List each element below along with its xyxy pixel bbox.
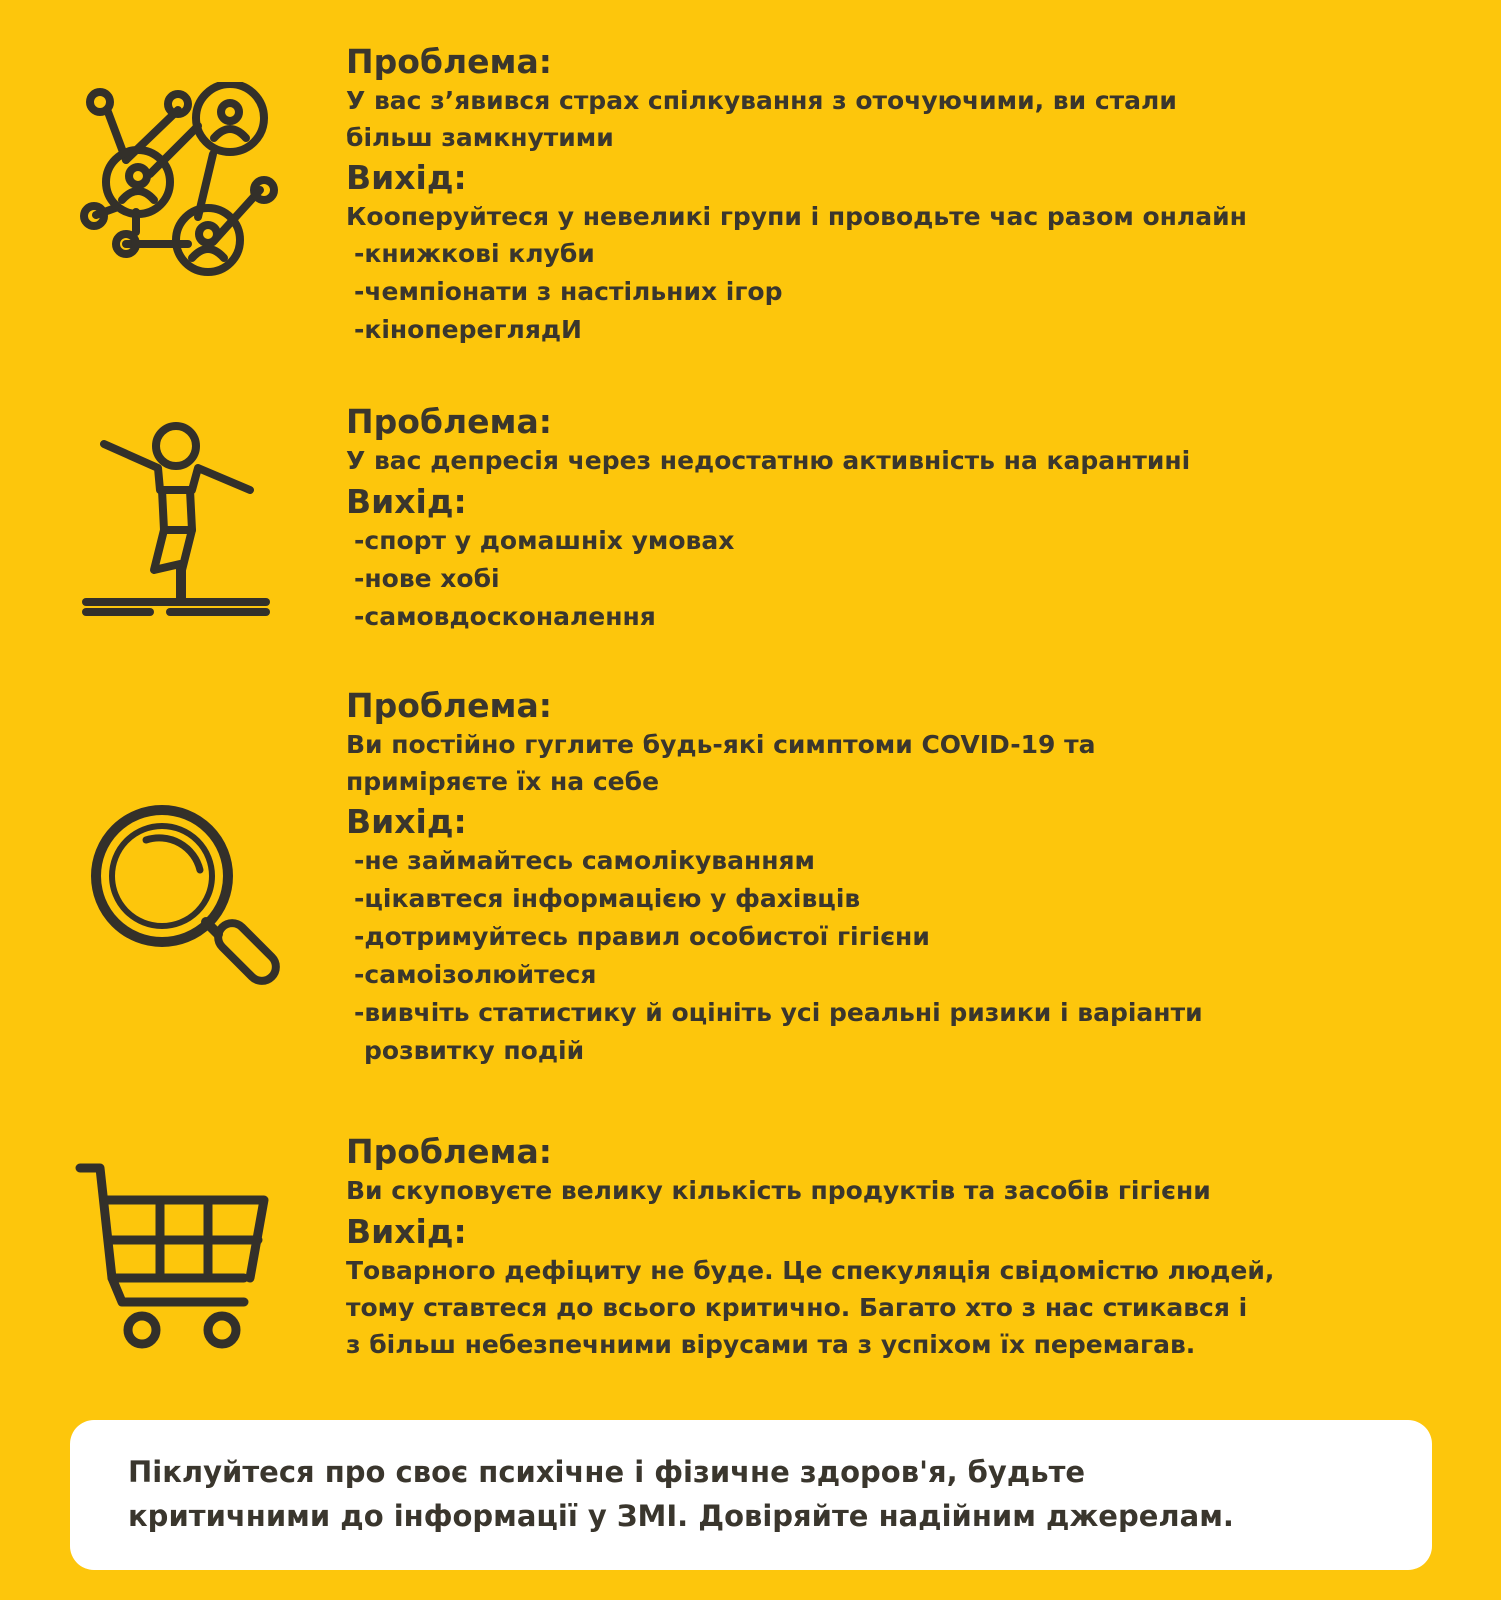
- solution-text-line: з більш небезпечними вірусами та з успіхом їх перемагав.: [346, 1330, 1196, 1359]
- footer-line: критичними до інформації у ЗМІ. Довіряйте надійним джерелам.: [128, 1499, 1234, 1533]
- problem-text-line: У вас з’явився страх спілкування з оточуючими, ви стали: [346, 86, 1177, 115]
- list-item: -кінопереглядИ: [354, 315, 582, 344]
- solution-text-line: Товарного дефіциту не буде. Це спекуляція свідомістю людей,: [346, 1256, 1275, 1285]
- solution-text-line: Кооперуйтеся у невеликі групи і проводьте час разом онлайн: [346, 202, 1247, 231]
- list-item-continuation: розвитку подій: [364, 1036, 585, 1065]
- solution-heading: Вихід:: [346, 802, 467, 841]
- list-item: -не займайтесь самолікуванням: [354, 846, 815, 875]
- list-item: -вивчіть статистику й оцініть усі реальні ризики і варіанти: [354, 998, 1203, 1027]
- shopping-cart-icon: [72, 1160, 272, 1360]
- list-item: -цікавтеся інформацією у фахівців: [354, 884, 861, 913]
- problem-heading: Проблема:: [346, 686, 552, 725]
- list-item: -самовдосконалення: [354, 602, 656, 631]
- list-item: -спорт у домашніх умовах: [354, 526, 735, 555]
- problem-heading: Проблема:: [346, 1132, 552, 1171]
- list-item: -чемпіонати з настільних ігор: [354, 277, 783, 306]
- solution-heading: Вихід:: [346, 482, 467, 521]
- solution-heading: Вихід:: [346, 1212, 467, 1251]
- footer-line: Піклуйтеся про своє психічне і фізичне здоров'я, будьте: [128, 1455, 1086, 1489]
- solution-text-line: тому ставтеся до всього критично. Багато хто з нас стикався і: [346, 1293, 1248, 1322]
- list-item: -книжкові клуби: [354, 239, 595, 268]
- list-item: -нове хобі: [354, 564, 500, 593]
- footer-callout: [70, 1420, 1432, 1570]
- problem-text-line: приміряєте їх на себе: [346, 767, 660, 796]
- footer-text: [128, 1450, 1392, 1538]
- problem-text-line: Ви скуповуєте велику кількість продуктів та засобів гігієни: [346, 1176, 1211, 1205]
- problem-heading: Проблема:: [346, 42, 552, 81]
- list-item: -дотримуйтесь правил особистої гігієни: [354, 922, 930, 951]
- magnifier-icon: [84, 800, 284, 1000]
- solution-heading: Вихід:: [346, 158, 467, 197]
- list-item: -самоізолюйтеся: [354, 960, 597, 989]
- problem-text-line: Ви постійно гуглите будь-які симптоми COVID-19 та: [346, 730, 1096, 759]
- problem-text-line: більш замкнутими: [346, 123, 614, 152]
- problem-heading: Проблема:: [346, 402, 552, 441]
- problem-text-line: У вас депресія через недостатню активність на карантині: [346, 446, 1191, 475]
- network-people-icon: [78, 82, 278, 282]
- yoga-pose-icon: [80, 420, 280, 630]
